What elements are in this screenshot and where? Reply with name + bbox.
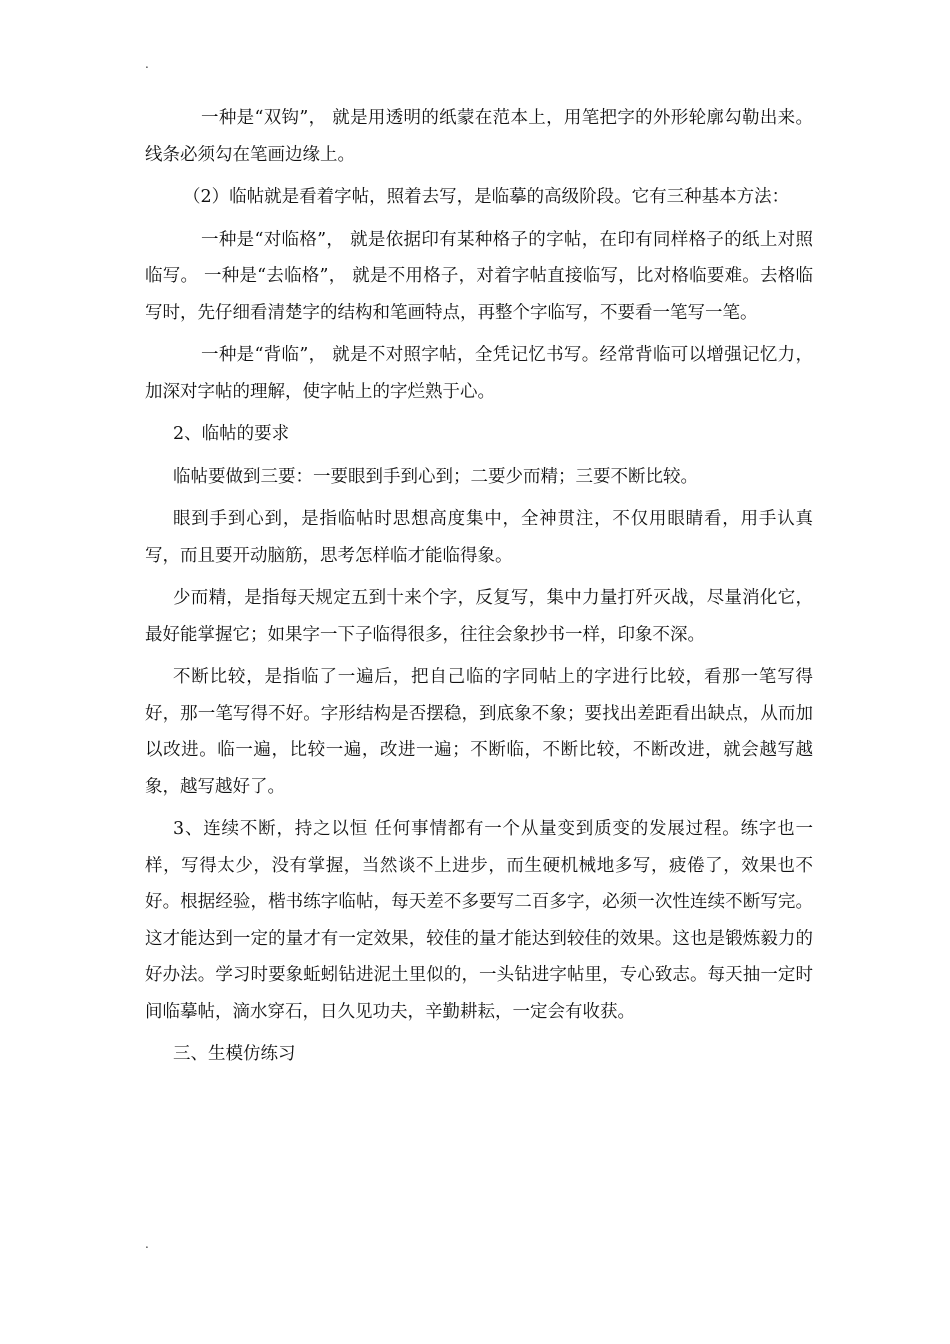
paragraph-copying-intro: （2）临帖就是看着字帖，照着去写，是临摹的高级阶段。它有三种基本方法： bbox=[183, 187, 790, 207]
bottom-corner-mark: . bbox=[145, 1237, 149, 1251]
paragraph-memory-copying: 一种是“背临”， 就是不对照字帖，全凭记忆书写。经常背临可以增强记忆力，加深对字帖的理解，使字帖上的字烂熟于心。 bbox=[145, 345, 813, 402]
paragraph-double-hook: 一种是“双钩”， 就是用透明的纸蒙在范本上，用笔把字的外形轮廓勾勒出来。线条必须勾在笔画边缘上。 bbox=[145, 108, 813, 165]
paragraph-three-requirements: 临帖要做到三要：一要眼到手到心到；二要少而精；三要不断比较。 bbox=[173, 466, 698, 487]
paragraph-persistence: 3、连续不断，持之以恒 任何事情都有一个从量变到质变的发展过程。练字也一样，写得太少，没有掌握，当然谈不上进步，而生硬机械地多写，疲倦了，效果也不好。根据经验，楷书练字临帖，每天差不多要写二百多字，必须一次性连续不断写完。这才能达到一定的量才有一定效果，较佳的量才能达到较佳的效果。这也是锻炼毅力的好办法。学习时要象蚯蚓钻进泥土里似的，一头钻进字帖里，专心致志。每天抽一定时间临摹帖，滴水穿石，日久见功夫，辛勤耕耘，一定会有收获。 bbox=[145, 819, 813, 1022]
paragraph-less-but-refined: 少而精，是指每天规定五到十来个字，反复写，集中力量打歼灭战，尽量消化它，最好能掌握它；如果字一下子临得很多，往往会象抄书一样，印象不深。 bbox=[145, 588, 813, 645]
paragraph-grid-copying: 一种是“对临格”， 就是依据印有某种格子的字帖，在印有同样格子的纸上对照临写。 一种是“去临格”， 就是不用格子，对着字帖直接临写，比对格临要难。去格临写时，先仔细看清楚字的结构和笔画特点，再整个字临写，不要看一笔写一笔。 bbox=[145, 229, 813, 323]
section-heading-imitation-practice: 三、生模仿练习 bbox=[173, 1044, 296, 1064]
document-body bbox=[145, 100, 813, 1073]
paragraph-eye-hand-mind: 眼到手到心到，是指临帖时思想高度集中，全神贯注，不仅用眼睛看，用手认真写，而且要开动脑筋，思考怎样临才能临得象。 bbox=[145, 509, 813, 566]
top-corner-mark: . bbox=[145, 57, 149, 71]
section-heading-requirements: 2、临帖的要求 bbox=[173, 424, 290, 444]
paragraph-constant-comparison: 不断比较，是指临了一遍后，把自己临的字同帖上的字进行比较，看那一笔写得好，那一笔写得不好。字形结构是否摆稳，到底象不象；要找出差距看出缺点，从而加以改进。临一遍，比较一遍，改进一遍；不断临，不断比较，不断改进，就会越写越象，越写越好了。 bbox=[145, 667, 813, 797]
